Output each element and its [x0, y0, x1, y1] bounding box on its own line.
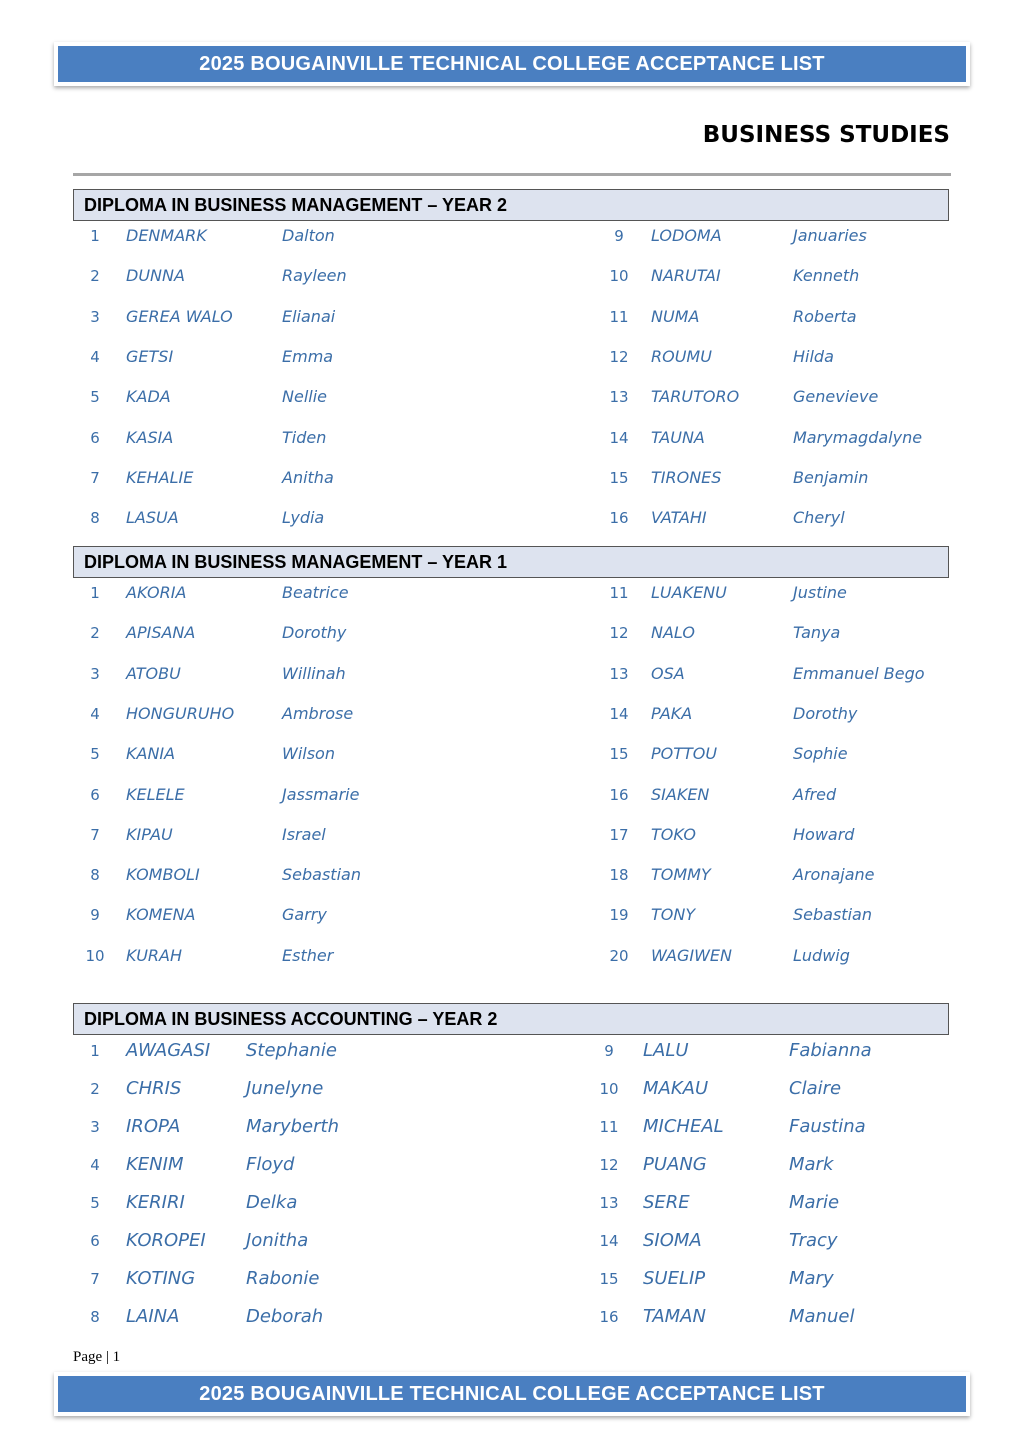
surname: VATAHI: [651, 508, 707, 527]
list-item: [0, 1074, 1024, 1104]
surname: KURAH: [126, 946, 183, 965]
surname: KOMBOLI: [126, 865, 200, 884]
student-number: 15: [609, 745, 629, 763]
surname: MAKAU: [643, 1078, 709, 1099]
given-name: Lydia: [282, 508, 325, 527]
given-name: Mark: [789, 1154, 834, 1175]
list-item: [0, 261, 1024, 291]
surname: PUANG: [643, 1154, 707, 1175]
surname: HONGURUHO: [126, 704, 235, 723]
student-number: 2: [90, 1080, 100, 1098]
list-item: [0, 618, 1024, 648]
surname: TIRONES: [651, 468, 722, 487]
given-name: Willinah: [282, 664, 346, 683]
student-number: 17: [609, 826, 629, 844]
student-number: 5: [90, 1194, 100, 1212]
given-name: Kenneth: [793, 266, 860, 285]
student-number: 11: [599, 1118, 619, 1136]
student-number: 14: [609, 429, 629, 447]
student-number: 1: [90, 227, 100, 245]
bottom-banner: [54, 1372, 970, 1416]
given-name: Emmanuel Bego: [793, 664, 925, 683]
surname: TARUTORO: [651, 387, 740, 406]
section-header: DIPLOMA IN BUSINESS MANAGEMENT – YEAR 2: [73, 189, 949, 221]
list-item: [0, 382, 1024, 412]
surname: AKORIA: [126, 583, 187, 602]
given-name: Justine: [793, 583, 847, 602]
given-name: Jonitha: [246, 1230, 309, 1251]
surname: NARUTAI: [651, 266, 721, 285]
surname: KOROPEI: [126, 1230, 206, 1251]
surname: KOTING: [126, 1268, 196, 1289]
surname: APISANA: [126, 623, 196, 642]
list-item: [0, 1264, 1024, 1294]
given-name: Junelyne: [246, 1078, 324, 1099]
given-name: Januaries: [793, 226, 867, 245]
given-name: Dorothy: [282, 623, 347, 642]
surname: KADA: [126, 387, 171, 406]
surname: ROUMU: [651, 347, 712, 366]
student-number: 9: [614, 227, 624, 245]
student-number: 10: [85, 947, 105, 965]
list-item: [0, 820, 1024, 850]
given-name: Faustina: [789, 1116, 866, 1137]
given-name: Israel: [282, 825, 326, 844]
given-name: Genevieve: [793, 387, 879, 406]
surname: KANIA: [126, 744, 176, 763]
surname: NALO: [651, 623, 695, 642]
student-number: 3: [90, 308, 100, 326]
surname: OSA: [651, 664, 685, 683]
list-item: [0, 1188, 1024, 1218]
student-number: 8: [90, 1308, 100, 1326]
given-name: Fabianna: [789, 1040, 872, 1061]
given-name: Mary: [789, 1268, 834, 1289]
divider: [73, 173, 951, 176]
list-item: [0, 659, 1024, 689]
surname: DUNNA: [126, 266, 185, 285]
student-number: 10: [609, 267, 629, 285]
student-number: 1: [90, 1042, 100, 1060]
top-banner: [54, 42, 970, 86]
student-number: 19: [609, 906, 629, 924]
list-item: [0, 463, 1024, 493]
banner-title: 2025 BOUGAINVILLE TECHNICAL COLLEGE ACCEPTANCE LIST: [58, 46, 966, 82]
student-number: 11: [609, 584, 629, 602]
surname: IROPA: [126, 1116, 181, 1137]
student-number: 11: [609, 308, 629, 326]
student-number: 14: [609, 705, 629, 723]
given-name: Claire: [789, 1078, 842, 1099]
surname: NUMA: [651, 307, 700, 326]
given-name: Ambrose: [282, 704, 354, 723]
surname: TONY: [651, 905, 696, 924]
surname: SUELIP: [643, 1268, 706, 1289]
given-name: Hilda: [793, 347, 834, 366]
list-item: [0, 699, 1024, 729]
given-name: Sebastian: [793, 905, 872, 924]
surname: KASIA: [126, 428, 174, 447]
surname: LODOMA: [651, 226, 722, 245]
given-name: Manuel: [789, 1306, 855, 1327]
student-number: 18: [609, 866, 629, 884]
student-number: 6: [90, 786, 100, 804]
given-name: Afred: [793, 785, 837, 804]
section-header: DIPLOMA IN BUSINESS MANAGEMENT – YEAR 1: [73, 546, 949, 578]
student-number: 16: [609, 509, 629, 527]
student-number: 1: [90, 584, 100, 602]
given-name: Beatrice: [282, 583, 349, 602]
student-number: 13: [609, 665, 629, 683]
given-name: Roberta: [793, 307, 857, 326]
banner-title: 2025 BOUGAINVILLE TECHNICAL COLLEGE ACCEPTANCE LIST: [58, 1376, 966, 1412]
surname: SIAKEN: [651, 785, 710, 804]
list-item: [0, 221, 1024, 251]
given-name: Nellie: [282, 387, 327, 406]
given-name: Tiden: [282, 428, 327, 447]
list-item: [0, 1302, 1024, 1332]
student-number: 13: [599, 1194, 619, 1212]
given-name: Elianai: [282, 307, 336, 326]
given-name: Garry: [282, 905, 327, 924]
given-name: Stephanie: [246, 1040, 337, 1061]
student-number: 20: [609, 947, 629, 965]
given-name: Howard: [793, 825, 855, 844]
student-number: 15: [609, 469, 629, 487]
given-name: Marie: [789, 1192, 840, 1213]
given-name: Dalton: [282, 226, 335, 245]
surname: KELELE: [126, 785, 185, 804]
surname: ATOBU: [126, 664, 181, 683]
student-number: 13: [609, 388, 629, 406]
surname: SERE: [643, 1192, 690, 1213]
student-number: 4: [90, 1156, 100, 1174]
section-header: DIPLOMA IN BUSINESS ACCOUNTING – YEAR 2: [73, 1003, 949, 1035]
surname: DENMARK: [126, 226, 207, 245]
surname: LUAKENU: [651, 583, 727, 602]
given-name: Dorothy: [793, 704, 858, 723]
surname: AWAGASI: [126, 1040, 211, 1061]
surname: KEHALIE: [126, 468, 194, 487]
given-name: Marymagdalyne: [793, 428, 923, 447]
given-name: Tanya: [793, 623, 841, 642]
list-item: [0, 860, 1024, 890]
surname: TOKO: [651, 825, 697, 844]
given-name: Rabonie: [246, 1268, 320, 1289]
given-name: Wilson: [282, 744, 335, 763]
student-number: 4: [90, 705, 100, 723]
student-number: 3: [90, 1118, 100, 1136]
given-name: Maryberth: [246, 1116, 339, 1137]
given-name: Sophie: [793, 744, 848, 763]
list-item: [0, 780, 1024, 810]
given-name: Tracy: [789, 1230, 838, 1251]
student-number: 7: [90, 469, 100, 487]
surname: TAMAN: [643, 1306, 706, 1327]
student-number: 4: [90, 348, 100, 366]
department-title: BUSINESS STUDIES: [702, 122, 950, 148]
given-name: Emma: [282, 347, 334, 366]
student-number: 7: [90, 826, 100, 844]
page-number: Page | 1: [73, 1349, 121, 1365]
given-name: Esther: [282, 946, 334, 965]
list-item: [0, 900, 1024, 930]
surname: KOMENA: [126, 905, 196, 924]
surname: MICHEAL: [643, 1116, 724, 1137]
student-number: 7: [90, 1270, 100, 1288]
surname: GETSI: [126, 347, 174, 366]
given-name: Jassmarie: [282, 785, 360, 804]
surname: WAGIWEN: [651, 946, 732, 965]
given-name: Rayleen: [282, 266, 347, 285]
surname: KERIRI: [126, 1192, 185, 1213]
student-number: 9: [604, 1042, 614, 1060]
given-name: Floyd: [246, 1154, 295, 1175]
student-number: 6: [90, 429, 100, 447]
list-item: [0, 1112, 1024, 1142]
surname: LASUA: [126, 508, 179, 527]
student-number: 3: [90, 665, 100, 683]
student-number: 5: [90, 388, 100, 406]
surname: TAUNA: [651, 428, 705, 447]
given-name: Cheryl: [793, 508, 845, 527]
list-item: [0, 302, 1024, 332]
list-item: [0, 578, 1024, 608]
surname: TOMMY: [651, 865, 711, 884]
surname: KIPAU: [126, 825, 173, 844]
student-number: 12: [609, 348, 629, 366]
surname: KENIM: [126, 1154, 184, 1175]
list-item: [0, 423, 1024, 453]
list-item: [0, 503, 1024, 533]
student-number: 9: [90, 906, 100, 924]
student-number: 8: [90, 866, 100, 884]
given-name: Anitha: [282, 468, 334, 487]
list-item: [0, 1150, 1024, 1180]
student-number: 12: [599, 1156, 619, 1174]
student-number: 2: [90, 624, 100, 642]
surname: LALU: [643, 1040, 689, 1061]
student-number: 5: [90, 745, 100, 763]
surname: CHRIS: [126, 1078, 182, 1099]
given-name: Ludwig: [793, 946, 850, 965]
list-item: [0, 1036, 1024, 1066]
list-item: [0, 342, 1024, 372]
student-number: 12: [609, 624, 629, 642]
student-number: 16: [609, 786, 629, 804]
given-name: Deborah: [246, 1306, 324, 1327]
surname: LAINA: [126, 1306, 180, 1327]
student-number: 15: [599, 1270, 619, 1288]
student-number: 10: [599, 1080, 619, 1098]
surname: PAKA: [651, 704, 693, 723]
student-number: 2: [90, 267, 100, 285]
student-number: 8: [90, 509, 100, 527]
given-name: Sebastian: [282, 865, 361, 884]
surname: GEREA WALO: [126, 307, 233, 326]
given-name: Delka: [246, 1192, 298, 1213]
surname: SIOMA: [643, 1230, 702, 1251]
surname: POTTOU: [651, 744, 718, 763]
list-item: [0, 1226, 1024, 1256]
student-number: 14: [599, 1232, 619, 1250]
list-item: [0, 739, 1024, 769]
student-number: 16: [599, 1308, 619, 1326]
given-name: Aronajane: [793, 865, 875, 884]
given-name: Benjamin: [793, 468, 869, 487]
student-number: 6: [90, 1232, 100, 1250]
list-item: [0, 941, 1024, 971]
